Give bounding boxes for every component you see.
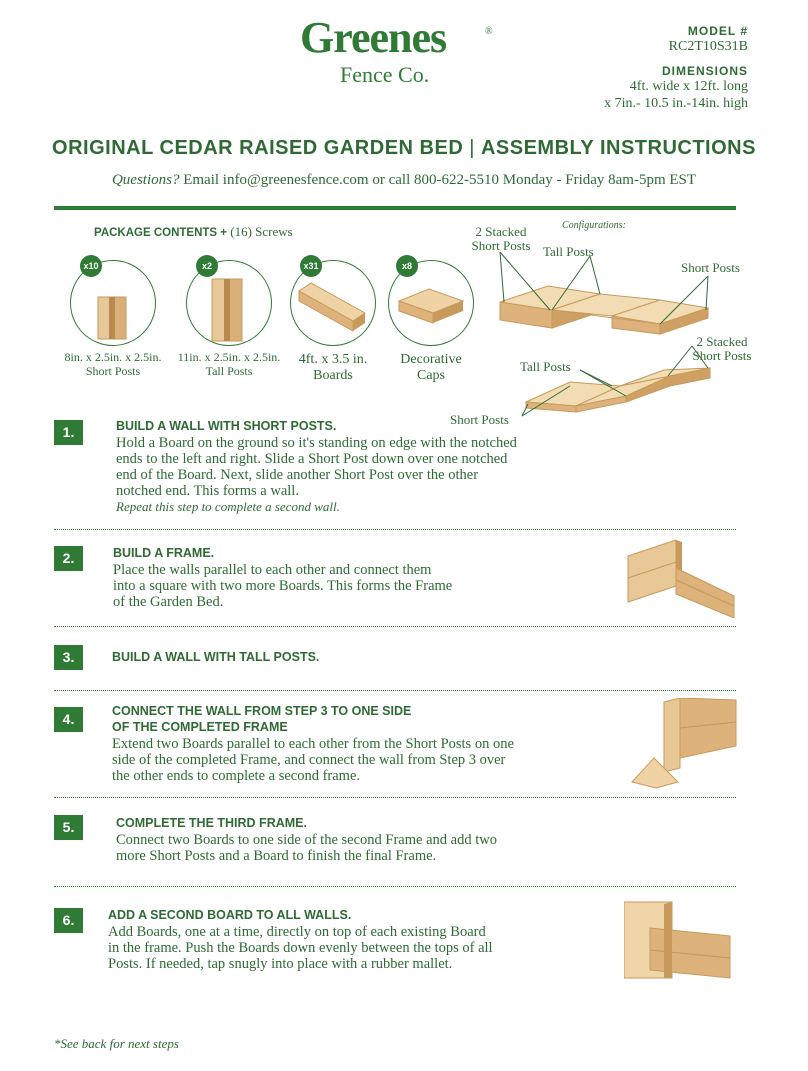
dimensions-label: DIMENSIONS — [661, 64, 748, 78]
package-title-screws: (16) Screws — [227, 224, 293, 239]
step-body — [113, 562, 593, 610]
step-line: side of the completed Frame, and connect the wall from Step 3 over — [112, 752, 506, 768]
caption-name: Tall Posts — [205, 364, 253, 378]
logo-subtitle: Fence Co. — [340, 62, 430, 87]
step-number: 5. — [54, 815, 83, 840]
caption-size: 8in. x 2.5in. x 2.5in. — [64, 350, 162, 364]
stacked-board-illustration — [624, 900, 732, 980]
caption-name: Caps — [417, 368, 445, 383]
caption-name: Boards — [313, 368, 353, 383]
step-line: ends to the left and right. Slide a Short Post down over one notched — [116, 451, 508, 467]
step-number: 2. — [54, 546, 83, 571]
step-title: COMPLETE THE THIRD FRAME. — [116, 816, 307, 830]
config-label-line: 2 Stacked — [696, 334, 748, 349]
step-divider — [54, 797, 736, 798]
config-top-stacked-label — [462, 225, 540, 253]
configurations-label: Configurations: — [562, 220, 626, 231]
package-badge: x2 — [196, 255, 218, 277]
model-label: MODEL # — [687, 24, 748, 38]
package-contents-title — [94, 224, 293, 240]
config-bottom-stacked-label — [686, 335, 758, 363]
page-title — [0, 137, 808, 160]
bottom-configuration-bed — [526, 368, 710, 412]
model-value: RC2T10S31B — [668, 39, 748, 54]
step-line: the other ends to complete a second frame. — [112, 768, 361, 784]
step-title-line: OF THE COMPLETED FRAME — [112, 720, 288, 734]
title-product: ORIGINAL CEDAR RAISED GARDEN BED — [52, 137, 464, 159]
config-label-line: Short Posts — [692, 348, 752, 363]
dimensions-line-1: 4ft. wide x 12ft. long — [629, 79, 748, 94]
header-divider — [54, 206, 736, 210]
step-line: Place the walls parallel to each other and connect them — [113, 562, 432, 578]
dimensions-line-2: x 7in.- 10.5 in.-14in. high — [604, 96, 748, 111]
config-bottom-short-label: Short Posts — [450, 412, 509, 427]
step-divider — [54, 690, 736, 691]
step-line: Posts. If needed, tap snugly into place with a rubber mallet. — [108, 956, 453, 972]
footer-note: *See back for next steps — [54, 1036, 179, 1051]
config-label-line: Short Posts — [471, 238, 531, 253]
step-number: 4. — [54, 707, 83, 732]
logo-wordmark: Greenes — [300, 13, 447, 62]
package-caption — [166, 350, 292, 378]
step-line: end of the Board. Next, slide another Short Post over the other — [116, 467, 479, 483]
package-badge: x31 — [300, 255, 322, 277]
title-separator: | — [469, 137, 475, 159]
step-line: of the Garden Bed. — [113, 594, 224, 610]
title-instructions: ASSEMBLY INSTRUCTIONS — [480, 137, 756, 159]
config-top-short-label: Short Posts — [681, 260, 740, 275]
questions-lead: Questions? — [111, 172, 180, 188]
caption-size: 4ft. x 3.5 in. — [298, 352, 368, 367]
step-line: more Short Posts and a Board to finish the final Frame. — [116, 848, 437, 864]
step-line: into a square with two more Boards. This forms the Frame — [113, 578, 453, 594]
step-body — [116, 832, 616, 864]
step-title: BUILD A FRAME. — [113, 546, 215, 560]
registered-mark: ® — [485, 26, 493, 37]
step-number: 3. — [54, 645, 83, 670]
step-number: 6. — [54, 908, 83, 933]
step-line: notched end. This forms a wall. — [116, 483, 299, 499]
step-title — [112, 703, 411, 735]
step-body — [108, 924, 608, 972]
caption-name: Short Posts — [85, 364, 141, 378]
frame-corner-illustration — [626, 538, 736, 618]
step-divider — [54, 529, 736, 530]
package-badge: x8 — [396, 255, 418, 277]
package-title-bold: PACKAGE CONTENTS + — [94, 227, 228, 239]
step-line: in the frame. Push the Boards down evenly between the tops of all — [108, 940, 493, 956]
step-title-line: CONNECT THE WALL FROM STEP 3 TO ONE SIDE — [112, 704, 412, 718]
post-connection-illustration — [630, 698, 738, 790]
package-caption — [52, 350, 174, 378]
step-line: Connect two Boards to one side of the second Frame and add two — [116, 832, 497, 848]
step-line: Extend two Boards parallel to each other from the Short Posts on one — [112, 736, 514, 752]
step-body — [112, 736, 612, 784]
config-label-line: 2 Stacked — [475, 224, 527, 239]
caption-size: Decorative — [400, 352, 462, 367]
step-title: BUILD A WALL WITH SHORT POSTS. — [116, 419, 337, 433]
model-info — [528, 24, 748, 112]
step-number: 1. — [54, 420, 83, 445]
step-title: ADD A SECOND BOARD TO ALL WALLS. — [108, 908, 352, 922]
step-body — [116, 435, 616, 515]
caption-size: 11in. x 2.5in. x 2.5in. — [177, 350, 281, 364]
step-line: Hold a Board on the ground so it's standing on edge with the notched — [116, 435, 517, 451]
top-configuration-bed — [500, 286, 708, 334]
step-title: BUILD A WALL WITH TALL POSTS. — [112, 650, 320, 664]
step-divider — [54, 886, 736, 887]
contact-text: Email info@greenesfence.com or call 800-622-5510 Monday - Friday 8am-5pm EST — [179, 172, 697, 188]
package-caption — [278, 352, 388, 384]
config-top-tall-label: Tall Posts — [543, 244, 594, 259]
step-divider — [54, 626, 736, 627]
step-line: Add Boards, one at a time, directly on top of each existing Board — [108, 924, 486, 940]
step-note: Repeat this step to complete a second wall. — [116, 499, 340, 514]
package-badge: x10 — [80, 255, 102, 277]
config-bottom-tall-label: Tall Posts — [520, 359, 571, 374]
contact-line — [0, 172, 808, 189]
